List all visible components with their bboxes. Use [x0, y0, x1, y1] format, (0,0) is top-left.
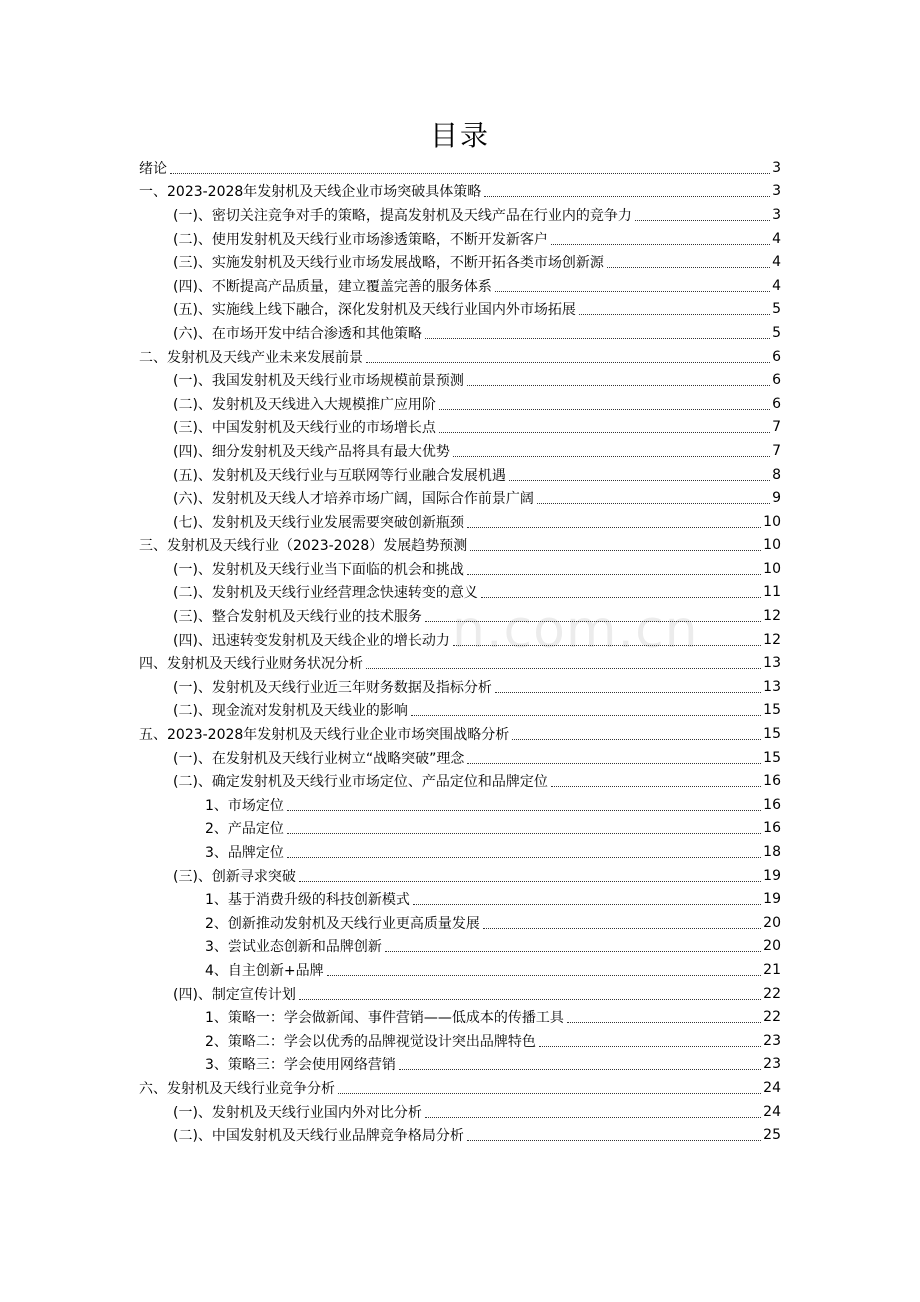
dot-leader [338, 1092, 761, 1094]
toc-entry[interactable] [139, 581, 781, 605]
dot-leader [635, 219, 770, 221]
dot-leader [425, 1116, 761, 1118]
toc-entry[interactable] [139, 982, 781, 1006]
dot-leader [299, 880, 761, 882]
toc-entry-text: 3、尝试业态创新和品牌创新 [205, 939, 382, 956]
toc-entry-text: 一、2023-2028年发射机及天线企业市场突破具体策略 [139, 184, 482, 201]
toc-entry-page-number: 19 [763, 867, 781, 884]
toc-entry-page-number: 13 [763, 678, 781, 695]
toc-entry-text: (五)、实施线上线下融合，深化发射机及天线行业国内外市场拓展 [173, 302, 576, 319]
toc-entry-page-number: 6 [772, 348, 781, 365]
dot-leader [509, 479, 770, 481]
toc-entry-page-number: 13 [763, 655, 781, 672]
toc-entry-page-number: 20 [763, 914, 781, 931]
toc-entry-text: 3、策略三：学会使用网络营销 [205, 1057, 396, 1074]
toc-entry-page-number: 7 [772, 442, 781, 459]
dot-leader [551, 785, 761, 787]
toc-entry-text: (五)、发射机及天线行业与互联网等行业融合发展机遇 [173, 467, 506, 484]
toc-entry-page-number: 24 [763, 1079, 781, 1096]
toc-entry[interactable] [139, 1029, 781, 1053]
toc-entry-page-number: 5 [772, 301, 781, 318]
toc-entry-text: 2、产品定位 [205, 821, 284, 838]
dot-leader [484, 195, 770, 197]
dot-leader [551, 243, 770, 245]
toc-entry-text: (一)、在发射机及天线行业树立“战略突破”理念 [173, 750, 465, 767]
toc-entry[interactable] [139, 935, 781, 959]
toc-entry-page-number: 16 [763, 773, 781, 790]
toc-entry-text: (四)、制定宣传计划 [173, 986, 296, 1003]
toc-entry-page-number: 5 [772, 324, 781, 341]
toc-entry-text: (三)、中国发射机及天线行业的市场增长点 [173, 420, 436, 437]
toc-entry[interactable] [139, 439, 781, 463]
toc-entry[interactable] [139, 911, 781, 935]
toc-entry[interactable] [139, 651, 781, 675]
dot-leader [467, 573, 761, 575]
dot-leader [366, 361, 770, 363]
toc-entry-page-number: 7 [772, 419, 781, 436]
toc-entry[interactable] [139, 486, 781, 510]
dot-leader [453, 455, 770, 457]
watermark: n.com.cn [452, 600, 699, 660]
toc-entry[interactable] [139, 675, 781, 699]
dot-leader [467, 384, 770, 386]
toc-entry[interactable] [139, 250, 781, 274]
toc-entry-page-number: 22 [763, 1009, 781, 1026]
toc-entry-page-number: 22 [763, 985, 781, 1002]
page-title: 目录 [429, 119, 490, 152]
dot-leader [495, 290, 770, 292]
toc-entry-text: (二)、发射机及天线进入大规模推广应用阶 [173, 396, 436, 413]
dot-leader [327, 974, 762, 976]
toc-entry[interactable] [139, 463, 781, 487]
toc-entry-page-number: 4 [772, 230, 781, 247]
toc-entry-page-number: 18 [763, 844, 781, 861]
toc-entry-page-number: 21 [763, 961, 781, 978]
toc-entry[interactable] [139, 628, 781, 652]
toc-entry[interactable] [139, 534, 781, 558]
toc-entry[interactable] [139, 604, 781, 628]
toc-entry-page-number: 16 [763, 796, 781, 813]
toc-entry-page-number: 3 [772, 183, 781, 200]
toc-entry-text: 五、2023-2028年发射机及天线行业企业市场突围战略分析 [139, 727, 510, 744]
toc-entry[interactable] [139, 722, 781, 746]
toc-entry-text: (四)、不断提高产品质量，建立覆盖完善的服务体系 [173, 278, 492, 295]
dot-leader [467, 526, 761, 528]
toc-entry[interactable] [139, 793, 781, 817]
toc-entry-text: (二)、使用发射机及天线行业市场渗透策略，不断开发新客户 [173, 231, 548, 248]
toc-entry-text: (四)、迅速转变发射机及天线企业的增长动力 [173, 632, 450, 649]
toc-entry-page-number: 11 [763, 584, 781, 601]
toc-entry-page-number: 10 [763, 537, 781, 554]
toc-entry[interactable] [139, 699, 781, 723]
toc-entry[interactable] [139, 557, 781, 581]
toc-entry-page-number: 3 [772, 206, 781, 223]
dot-leader [287, 832, 761, 834]
toc-entry[interactable] [139, 368, 781, 392]
toc-entry-text: (三)、实施发射机及天线行业市场发展战略，不断开拓各类市场创新源 [173, 255, 604, 272]
toc-entry[interactable] [139, 321, 781, 345]
toc-entry-page-number: 12 [763, 631, 781, 648]
toc-entry-text: (二)、发射机及天线行业经营理念快速转变的意义 [173, 585, 478, 602]
toc-entry[interactable] [139, 840, 781, 864]
toc-entry-text: 三、发射机及天线行业（2023-2028）发展趋势预测 [139, 538, 468, 555]
toc-entry-page-number: 4 [772, 254, 781, 271]
toc-entry-text: (二)、现金流对发射机及天线业的影响 [173, 703, 408, 720]
dot-leader [170, 172, 770, 174]
toc-entry-page-number: 20 [763, 938, 781, 955]
dot-leader [287, 809, 761, 811]
toc-entry[interactable] [139, 817, 781, 841]
dot-leader [385, 950, 761, 952]
toc-entry-text: 2、策略二：学会以优秀的品牌视觉设计突出品牌特色 [205, 1033, 536, 1050]
toc-entry[interactable] [139, 769, 781, 793]
toc-entry[interactable] [139, 298, 781, 322]
dot-leader [287, 856, 761, 858]
toc-entry[interactable] [139, 958, 781, 982]
toc-entry-text: (一)、发射机及天线行业当下面临的机会和挑战 [173, 561, 464, 578]
toc-entry-text: 4、自主创新+品牌 [205, 962, 324, 979]
toc-entry-text: (一)、我国发射机及天线行业市场规模前景预测 [173, 373, 464, 390]
dot-leader [413, 903, 761, 905]
toc-entry-text: (三)、创新寻求突破 [173, 868, 296, 885]
toc-entry[interactable] [139, 345, 781, 369]
toc-entry-page-number: 15 [763, 749, 781, 766]
toc-entry[interactable] [139, 1005, 781, 1029]
toc-entry-page-number: 19 [763, 891, 781, 908]
toc-entry-page-number: 25 [763, 1127, 781, 1144]
dot-leader [425, 337, 770, 339]
toc-entry-text: 3、品牌定位 [205, 845, 284, 862]
toc-entry[interactable] [139, 180, 781, 204]
toc-entry-page-number: 8 [772, 466, 781, 483]
toc-entry-text: 二、发射机及天线产业未来发展前景 [139, 349, 363, 366]
toc-entry-text: 2、创新推动发射机及天线行业更高质量发展 [205, 915, 480, 932]
toc-entry-page-number: 23 [763, 1032, 781, 1049]
toc-entry-text: 四、发射机及天线行业财务状况分析 [139, 656, 363, 673]
toc-entry-page-number: 15 [763, 726, 781, 743]
dot-leader [567, 1021, 761, 1023]
toc-entry-text: 1、市场定位 [205, 797, 284, 814]
dot-leader [607, 266, 770, 268]
dot-leader [537, 502, 770, 504]
toc-entry[interactable] [139, 1123, 781, 1147]
toc-entry-text: (三)、整合发射机及天线行业的技术服务 [173, 609, 422, 626]
toc-entry-text: (六)、发射机及天线人才培养市场广阔，国际合作前景广阔 [173, 491, 534, 508]
toc-entry[interactable] [139, 510, 781, 534]
toc-entry-page-number: 12 [763, 608, 781, 625]
dot-leader [467, 1139, 761, 1141]
toc-entry-page-number: 4 [772, 277, 781, 294]
toc-entry[interactable] [139, 746, 781, 770]
dot-leader [425, 620, 761, 622]
toc-entry-page-number: 3 [772, 159, 781, 176]
dot-leader [495, 691, 761, 693]
toc-entry[interactable] [139, 392, 781, 416]
toc-entry-page-number: 24 [763, 1103, 781, 1120]
dot-leader [399, 1068, 761, 1070]
toc-entry[interactable] [139, 1100, 781, 1124]
table-of-contents [139, 156, 781, 1147]
toc-entry-text: 1、基于消费升级的科技创新模式 [205, 892, 410, 909]
toc-entry-page-number: 23 [763, 1056, 781, 1073]
toc-entry[interactable] [139, 274, 781, 298]
dot-leader [467, 762, 761, 764]
toc-entry-text: (一)、发射机及天线行业国内外对比分析 [173, 1104, 422, 1121]
toc-entry-text: (四)、细分发射机及天线产品将具有最大优势 [173, 443, 450, 460]
toc-entry-page-number: 16 [763, 820, 781, 837]
dot-leader [439, 408, 770, 410]
toc-entry[interactable] [139, 1076, 781, 1100]
toc-entry-text: 绪论 [139, 160, 167, 177]
toc-entry[interactable] [139, 203, 781, 227]
toc-entry-page-number: 6 [772, 395, 781, 412]
toc-entry-text: (一)、发射机及天线行业近三年财务数据及指标分析 [173, 679, 492, 696]
toc-entry-text: 六、发射机及天线行业竞争分析 [139, 1080, 335, 1097]
dot-leader [366, 667, 761, 669]
toc-entry[interactable] [139, 156, 781, 180]
dot-leader [439, 431, 770, 433]
toc-entry-text: (二)、确定发射机及天线行业市场定位、产品定位和品牌定位 [173, 774, 548, 791]
toc-entry-text: (二)、中国发射机及天线行业品牌竞争格局分析 [173, 1128, 464, 1145]
toc-entry[interactable] [139, 887, 781, 911]
toc-entry[interactable] [139, 1053, 781, 1077]
toc-entry-page-number: 9 [772, 490, 781, 507]
toc-entry-text: (一)、密切关注竞争对手的策略，提高发射机及天线产品在行业内的竞争力 [173, 207, 632, 224]
toc-entry[interactable] [139, 864, 781, 888]
toc-entry-text: (六)、在市场开发中结合渗透和其他策略 [173, 325, 422, 342]
dot-leader [470, 549, 761, 551]
dot-leader [579, 313, 770, 315]
dot-leader [481, 596, 761, 598]
toc-entry-page-number: 10 [763, 513, 781, 530]
dot-leader [453, 644, 761, 646]
dot-leader [411, 714, 761, 716]
dot-leader [539, 1045, 761, 1047]
dot-leader [512, 738, 761, 740]
toc-entry-text: 1、策略一：学会做新闻、事件营销——低成本的传播工具 [205, 1010, 564, 1027]
toc-entry-page-number: 6 [772, 372, 781, 389]
toc-entry[interactable] [139, 416, 781, 440]
dot-leader [299, 998, 761, 1000]
dot-leader [483, 927, 761, 929]
toc-entry-page-number: 15 [763, 702, 781, 719]
toc-entry-page-number: 10 [763, 560, 781, 577]
toc-entry[interactable] [139, 227, 781, 251]
toc-entry-text: (七)、发射机及天线行业发展需要突破创新瓶颈 [173, 514, 464, 531]
